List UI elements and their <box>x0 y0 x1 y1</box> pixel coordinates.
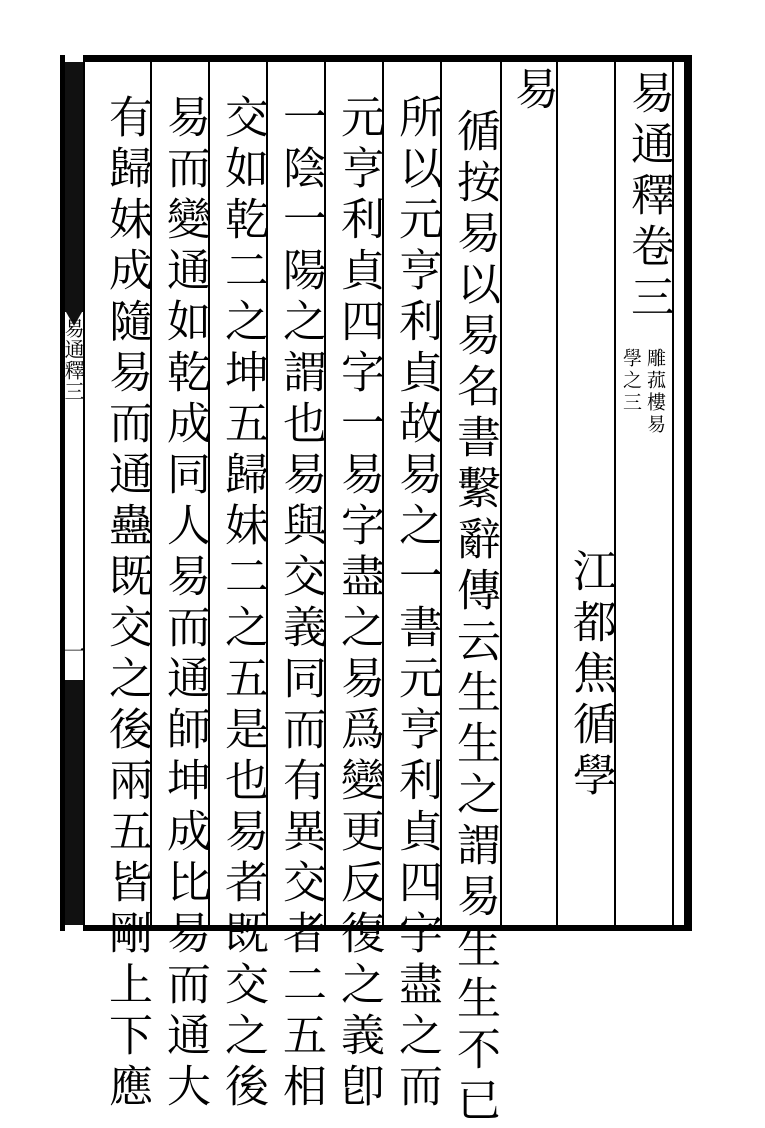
author-line: 江都焦循學 <box>565 548 616 803</box>
spine-rule-left <box>60 55 65 931</box>
spine-rule-right <box>83 55 85 931</box>
body-column: 所以元亨利貞故易之一書元亨利貞四字盡之而 <box>391 94 442 1114</box>
section-heading: 易 <box>507 66 558 117</box>
frame-top-border <box>60 55 690 62</box>
body-column: 有歸妹成隨易而通蠱既交之後兩五皆剛上下應 <box>101 94 152 1114</box>
column-rule <box>556 62 558 925</box>
volume-title: 易通釋卷三 <box>623 70 674 325</box>
body-column: 一陰一陽之謂也易與交義同而有異交者二五相 <box>275 94 326 1114</box>
publisher-note-left: 學之三 <box>620 348 642 414</box>
body-column: 元亨利貞四字一易字盡之易爲變更反復之義卽 <box>333 94 384 1114</box>
spine-page-number: 一 <box>60 640 85 662</box>
spine-label: 易通釋三 <box>61 318 85 402</box>
frame-right-border <box>684 55 692 931</box>
body-column: 易而變通如乾成同人易而通師坤成比易而通大 <box>159 94 210 1114</box>
body-column: 循按易以易名書繫辭傳云生生之謂易生生不已 <box>449 108 500 1128</box>
publisher-note-right: 雕菰樓易 <box>644 348 666 436</box>
body-column: 交如乾二之坤五歸妹二之五是也易者既交之後 <box>217 94 268 1114</box>
